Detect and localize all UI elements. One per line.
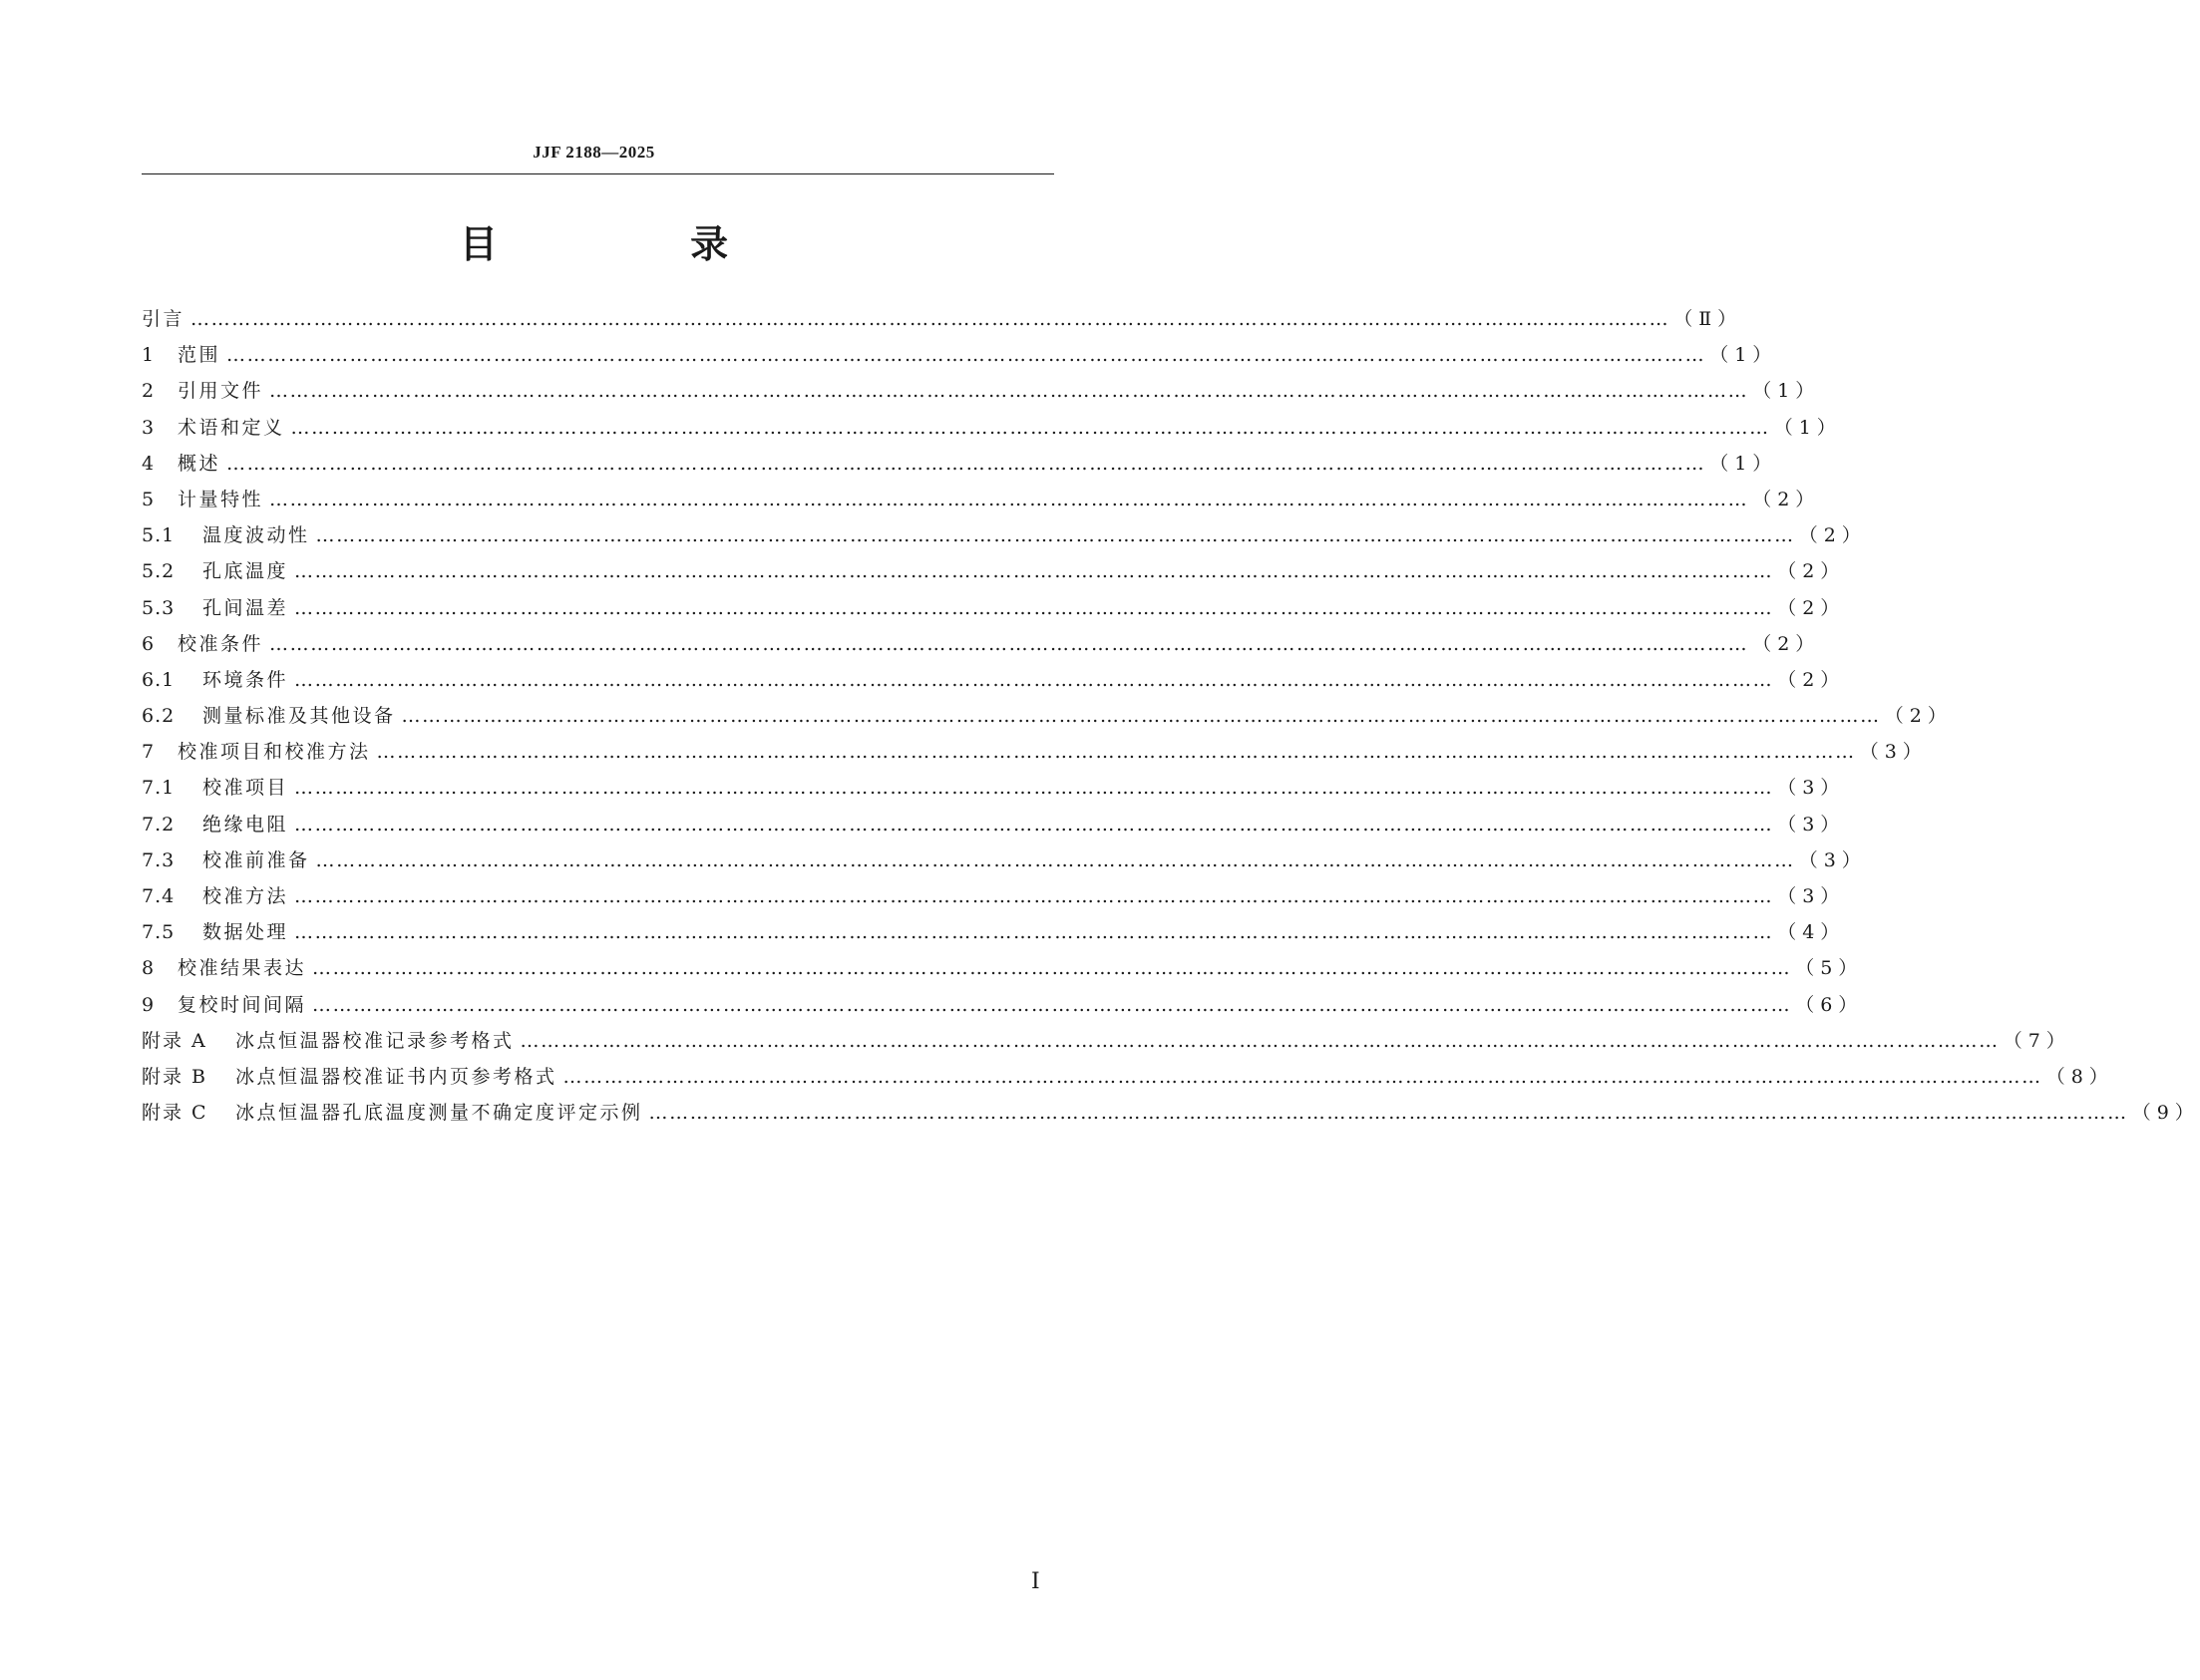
- toc-dot-leader: ………………………………………………………………………………………………………………………………………………………………………………………………: [294, 813, 1774, 836]
- toc-entry-title: 复校时间间隔: [178, 993, 307, 1016]
- toc-dot-leader: ………………………………………………………………………………………………………………………………………………………………………………………………: [520, 1029, 2000, 1052]
- toc-entry-title: 温度波动性: [202, 524, 310, 547]
- toc-entry-page: （2）: [1777, 560, 1846, 583]
- toc-entry: [142, 914, 1846, 950]
- toc-entry-number: 5.3: [142, 596, 176, 619]
- toc-dot-leader: ………………………………………………………………………………………………………………………………………………………………………………………………: [294, 668, 1774, 691]
- toc-entry-page: （1）: [1709, 344, 1778, 367]
- toc-entry-page: （5）: [1795, 957, 1864, 980]
- toc-entry-page: （3）: [1777, 813, 1846, 836]
- toc-entry: [142, 878, 1846, 914]
- toc-entry-title: 测量标准及其他设备: [202, 705, 396, 728]
- toc-dot-leader: ………………………………………………………………………………………………………………………………………………………………………………………………: [315, 848, 1795, 871]
- toc-entry: [142, 337, 1778, 373]
- toc-entry-number: 7.3: [142, 848, 176, 871]
- toc-entry-title: 校准项目: [202, 777, 289, 800]
- toc-entry-title: 冰点恒温器校准证书内页参考格式: [235, 1065, 557, 1088]
- toc-dot-leader: ………………………………………………………………………………………………………………………………………………………………………………………………: [648, 1102, 2128, 1125]
- toc-entry-title: 校准方法: [202, 885, 289, 907]
- toc-entry-number: 7.1: [142, 777, 176, 800]
- toc-dot-leader: ………………………………………………………………………………………………………………………………………………………………………………………………: [294, 921, 1774, 944]
- toc-entry-page: （2）: [1798, 524, 1867, 547]
- toc-entry-title: 孔底温度: [202, 560, 289, 583]
- toc-entry-page: （6）: [1795, 993, 1864, 1016]
- toc-entry: [142, 1059, 2114, 1095]
- toc-entry-number: 7.5: [142, 921, 176, 944]
- toc-entry-number: 1: [142, 344, 156, 367]
- toc-entry: [142, 517, 1867, 553]
- table-of-contents: [142, 301, 2200, 1131]
- document-code-header: JJF 2188—2025: [533, 143, 655, 162]
- toc-entry: [142, 410, 1842, 446]
- toc-dot-leader: ………………………………………………………………………………………………………………………………………………………………………………………………: [269, 380, 1749, 403]
- toc-entry-page: （8）: [2045, 1065, 2114, 1088]
- toc-dot-leader: ………………………………………………………………………………………………………………………………………………………………………………………………: [290, 416, 1770, 439]
- toc-dot-leader: ………………………………………………………………………………………………………………………………………………………………………………………………: [294, 596, 1774, 619]
- toc-dot-leader: ………………………………………………………………………………………………………………………………………………………………………………………………: [376, 741, 1856, 764]
- toc-dot-leader: ………………………………………………………………………………………………………………………………………………………………………………………………: [226, 452, 1706, 475]
- toc-entry-page: （2）: [1777, 668, 1846, 691]
- toc-entry-number: 7.4: [142, 885, 176, 907]
- toc-dot-leader: ………………………………………………………………………………………………………………………………………………………………………………………………: [312, 993, 1792, 1016]
- toc-entry-title: 引言: [142, 308, 185, 330]
- toc-entry-title: 冰点恒温器校准记录参考格式: [235, 1029, 515, 1052]
- toc-entry-number: 附录 A: [142, 1029, 207, 1052]
- toc-entry-number: 8: [142, 957, 156, 980]
- toc-entry: [142, 626, 1821, 662]
- toc-entry: [142, 842, 1867, 878]
- toc-entry: [142, 301, 1743, 337]
- header-divider: [142, 173, 1054, 174]
- toc-dot-leader: ………………………………………………………………………………………………………………………………………………………………………………………………: [562, 1065, 2042, 1088]
- toc-entry-number: 7.2: [142, 813, 176, 836]
- toc-entry: [142, 987, 1864, 1023]
- toc-dot-leader: ………………………………………………………………………………………………………………………………………………………………………………………………: [294, 885, 1774, 907]
- toc-entry-title: 孔间温差: [202, 596, 289, 619]
- toc-dot-leader: ………………………………………………………………………………………………………………………………………………………………………………………………: [294, 560, 1774, 583]
- toc-entry-title: 数据处理: [202, 921, 289, 944]
- toc-entry-number: 3: [142, 416, 156, 439]
- toc-entry-title: 校准项目和校准方法: [178, 741, 371, 764]
- toc-entry-number: 5: [142, 488, 156, 510]
- toc-entry-title: 概述: [178, 452, 221, 475]
- toc-entry: [142, 590, 1846, 626]
- toc-entry: [142, 770, 1846, 806]
- toc-dot-leader: ………………………………………………………………………………………………………………………………………………………………………………………………: [226, 344, 1706, 367]
- toc-title: 目 录: [459, 222, 819, 266]
- toc-entry-number: 7: [142, 741, 156, 764]
- toc-entry-page: （4）: [1777, 921, 1846, 944]
- toc-entry-title: 术语和定义: [178, 416, 285, 439]
- toc-entry-number: 6.2: [142, 705, 176, 728]
- toc-entry-number: 附录 C: [142, 1102, 208, 1125]
- toc-entry-title: 校准前准备: [202, 848, 310, 871]
- toc-entry-title: 校准结果表达: [178, 957, 307, 980]
- toc-dot-leader: ………………………………………………………………………………………………………………………………………………………………………………………………: [269, 632, 1749, 655]
- toc-entry-page: （9）: [2131, 1102, 2200, 1125]
- toc-entry-number: 4: [142, 452, 156, 475]
- toc-entry: [142, 662, 1846, 698]
- toc-entry-number: 6.1: [142, 668, 176, 691]
- toc-dot-leader: ………………………………………………………………………………………………………………………………………………………………………………………………: [312, 957, 1792, 980]
- toc-entry-number: 6: [142, 632, 156, 655]
- toc-entry-page: （Ⅱ）: [1673, 308, 1743, 330]
- toc-entry-page: （2）: [1884, 705, 1953, 728]
- toc-entry: [142, 807, 1846, 842]
- toc-entry-page: （3）: [1798, 848, 1867, 871]
- toc-entry: [142, 734, 1928, 770]
- toc-entry-title: 环境条件: [202, 668, 289, 691]
- toc-entry: [142, 950, 1864, 986]
- toc-entry-number: 9: [142, 993, 156, 1016]
- toc-entry-page: （1）: [1773, 416, 1842, 439]
- toc-entry-title: 绝缘电阻: [202, 813, 289, 836]
- toc-entry-title: 校准条件: [178, 632, 264, 655]
- toc-entry-page: （2）: [1777, 596, 1846, 619]
- toc-entry: [142, 698, 1953, 734]
- toc-entry-page: （3）: [1859, 741, 1928, 764]
- toc-entry-page: （2）: [1752, 488, 1821, 510]
- toc-entry-title: 计量特性: [178, 488, 264, 510]
- toc-entry-number: 附录 B: [142, 1065, 208, 1088]
- toc-entry-title: 冰点恒温器孔底温度测量不确定度评定示例: [235, 1102, 643, 1125]
- toc-entry-number: 5.2: [142, 560, 176, 583]
- toc-dot-leader: ………………………………………………………………………………………………………………………………………………………………………………………………: [269, 488, 1749, 510]
- toc-entry-number: 2: [142, 380, 156, 403]
- toc-entry-page: （7）: [2003, 1029, 2071, 1052]
- toc-dot-leader: ………………………………………………………………………………………………………………………………………………………………………………………………: [190, 308, 1670, 330]
- toc-dot-leader: ………………………………………………………………………………………………………………………………………………………………………………………………: [401, 705, 1881, 728]
- toc-entry: [142, 553, 1846, 589]
- toc-entry-page: （3）: [1777, 777, 1846, 800]
- toc-entry: [142, 373, 1821, 409]
- toc-entry-title: 引用文件: [178, 380, 264, 403]
- toc-entry-page: （3）: [1777, 885, 1846, 907]
- toc-entry-title: 范围: [178, 344, 221, 367]
- toc-dot-leader: ………………………………………………………………………………………………………………………………………………………………………………………………: [294, 777, 1774, 800]
- toc-entry-page: （1）: [1752, 380, 1821, 403]
- toc-entry-page: （2）: [1752, 632, 1821, 655]
- toc-entry: [142, 446, 1778, 482]
- toc-dot-leader: ………………………………………………………………………………………………………………………………………………………………………………………………: [315, 524, 1795, 547]
- toc-entry-number: 5.1: [142, 524, 176, 547]
- toc-entry-page: （1）: [1709, 452, 1778, 475]
- page-number: Ⅰ: [1031, 1568, 1040, 1593]
- toc-entry: [142, 482, 1821, 517]
- toc-entry: [142, 1023, 2071, 1059]
- toc-entry: [142, 1095, 2200, 1131]
